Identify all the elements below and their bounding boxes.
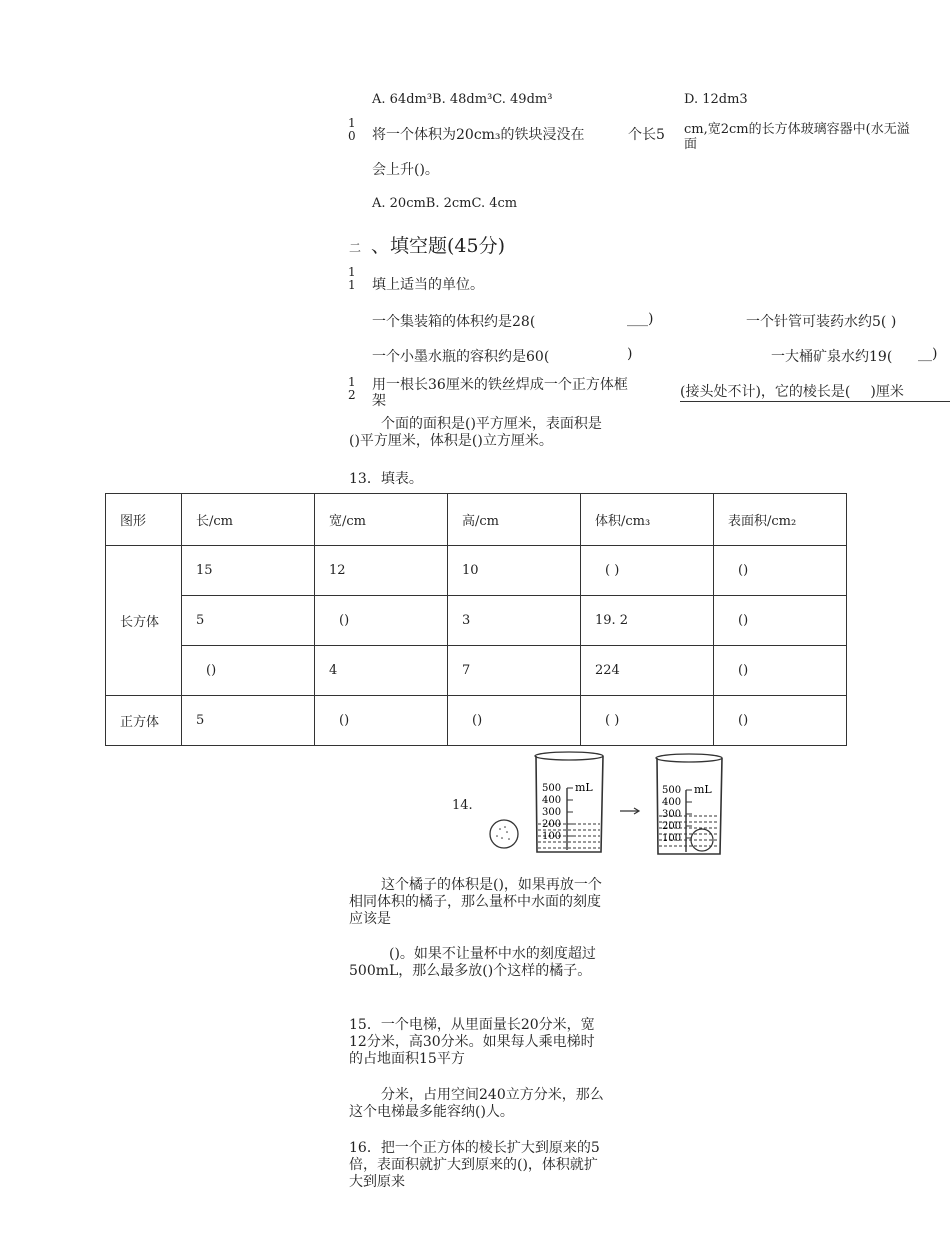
q13-label: 13．填表。	[349, 471, 423, 487]
header-cell-volume: 体积/cm₃	[581, 494, 714, 546]
table-row	[106, 646, 847, 696]
q10-continuation: 会上升()。	[372, 162, 439, 178]
cup2-tick-200: 200	[662, 821, 682, 832]
cup2-tick-100: 100	[662, 833, 682, 844]
q11-text: 填上适当的单位。	[372, 277, 484, 293]
q12-para-text: 个面的面积是()平方厘米，表面积是()平方厘米，体积是()立方厘米。	[349, 416, 602, 449]
q16-para1-text: 16．把一个正方体的棱长扩大到原来的5倍，表面积就扩大到原来的()，体积就扩大到原来	[349, 1140, 600, 1190]
table-cell: ()	[714, 696, 847, 746]
q12-number: 1 2	[348, 375, 356, 402]
q10-number: 1 0	[348, 116, 356, 143]
q15-para2-text: 分米，占用空间240立方分米，那么这个电梯最多能容纳()人。	[349, 1087, 604, 1120]
cup1-tick-500: 500	[542, 783, 562, 794]
table-cell: ()	[714, 546, 847, 596]
q12-text: 用一根长36厘米的铁丝焊成一个正方体框	[372, 377, 628, 393]
cup1-tick-300: 300	[542, 807, 562, 818]
table-cell: ()	[448, 696, 581, 746]
table-cell: ()	[182, 646, 315, 696]
q14-para1-text: 这个橘子的体积是()，如果再放一个相同体积的橘子，那么量杯中水面的刻度应该是	[349, 877, 602, 927]
q10-mid: 个长5	[628, 127, 665, 143]
q9-option-d: D. 12dm3	[684, 92, 748, 107]
table-row	[106, 696, 847, 746]
q16-paragraph-1	[349, 1140, 607, 1191]
table-cell: 3	[448, 596, 581, 646]
header-cell-width: 宽/cm	[315, 494, 448, 546]
q14-paragraph-1	[349, 877, 607, 928]
section2-title: 、填空题(45分)	[371, 235, 506, 257]
q11-line2-paren: )	[627, 346, 633, 362]
table-cell: 224	[581, 646, 714, 696]
q12-text-cut: 架	[372, 393, 386, 409]
cup2-tick-300: 300	[662, 809, 682, 820]
q14-figure	[480, 748, 740, 860]
table-cell: ()	[315, 696, 448, 746]
q10-options: A. 20cmB. 2cmC. 4cm	[372, 196, 518, 211]
cup1-tick-400: 400	[542, 795, 562, 806]
q10-right-line2: 面	[684, 137, 698, 152]
q10-text: 将一个体积为20cm₃的铁块浸没在	[372, 127, 585, 143]
table-cell: 7	[448, 646, 581, 696]
cup1-tick-100: 100	[542, 831, 562, 842]
table-header-row	[106, 494, 847, 546]
q15-paragraph-2	[349, 1087, 607, 1121]
table-cell: ()	[714, 596, 847, 646]
q11-line2-right: 一大桶矿泉水约19(	[771, 349, 893, 365]
table-cell: ()	[714, 646, 847, 696]
cup2-unit: mL	[694, 783, 712, 796]
cup1-tick-200: 200	[542, 819, 562, 830]
cup2-tick-400: 400	[662, 797, 682, 808]
q10-right-line1: cm,宽2cm的长方体玻璃容器中(水无溢	[684, 122, 910, 137]
table-cell: 19. 2	[581, 596, 714, 646]
q12-right-end: )厘米	[870, 384, 904, 400]
cup2-tick-500: 500	[662, 785, 682, 796]
group-label-cube: 正方体	[106, 696, 182, 746]
q15-paragraph-1	[349, 1017, 607, 1068]
section2-mark: 二	[349, 241, 362, 255]
q9-options-abc: A. 64dm³B. 48dm³C. 49dm³	[372, 92, 553, 107]
q15-para1-text: 15．一个电梯，从里面量长20分米，宽12分米，高30分米。如果每人乘电梯时的占地面积15平方	[349, 1017, 595, 1067]
q11-number: 1 1	[348, 265, 356, 292]
q12-clipped-row	[340, 372, 680, 409]
measuring-cup-after	[656, 754, 722, 854]
q11-line1-paren: ___)	[627, 311, 654, 327]
q13-table	[105, 493, 847, 746]
table-cell: ( )	[581, 696, 714, 746]
table-cell: 10	[448, 546, 581, 596]
measuring-cup-before	[535, 752, 603, 852]
q11-line2-right-paren: __)	[918, 346, 938, 362]
header-cell-shape: 图形	[106, 494, 182, 546]
table-row	[106, 546, 847, 596]
q11-line2-left: 一个小墨水瓶的容积约是60(	[372, 349, 550, 365]
q14-paragraph-2	[349, 946, 607, 980]
header-cell-surface: 表面积/cm₂	[714, 494, 847, 546]
q14-label: 14.	[452, 798, 473, 813]
q11-line1-left: 一个集装箱的体积约是28(	[372, 314, 536, 330]
header-cell-height: 高/cm	[448, 494, 581, 546]
table-cell: 15	[182, 546, 315, 596]
table-cell: ( )	[581, 546, 714, 596]
table-cell: 12	[315, 546, 448, 596]
cup1-unit: mL	[575, 781, 593, 794]
q12-right-text: (接头处不计)，它的棱长是(	[680, 384, 851, 400]
q12-paragraph	[349, 416, 607, 450]
table-cell: ()	[315, 596, 448, 646]
arrow-right-icon	[620, 808, 639, 814]
q14-para2-text: ()。如果不让量杯中水的刻度超过500mL，那么最多放()个这样的橘子。	[349, 946, 596, 979]
group-label-cuboid: 长方体	[106, 546, 182, 696]
header-cell-length: 长/cm	[182, 494, 315, 546]
q11-line1-right: 一个针管可装药水约5( )	[746, 314, 897, 330]
table-cell: 5	[182, 696, 315, 746]
table-cell: 5	[182, 596, 315, 646]
table-row	[106, 596, 847, 646]
table-cell: 4	[315, 646, 448, 696]
q12-right	[680, 381, 950, 402]
orange-icon	[490, 820, 518, 848]
